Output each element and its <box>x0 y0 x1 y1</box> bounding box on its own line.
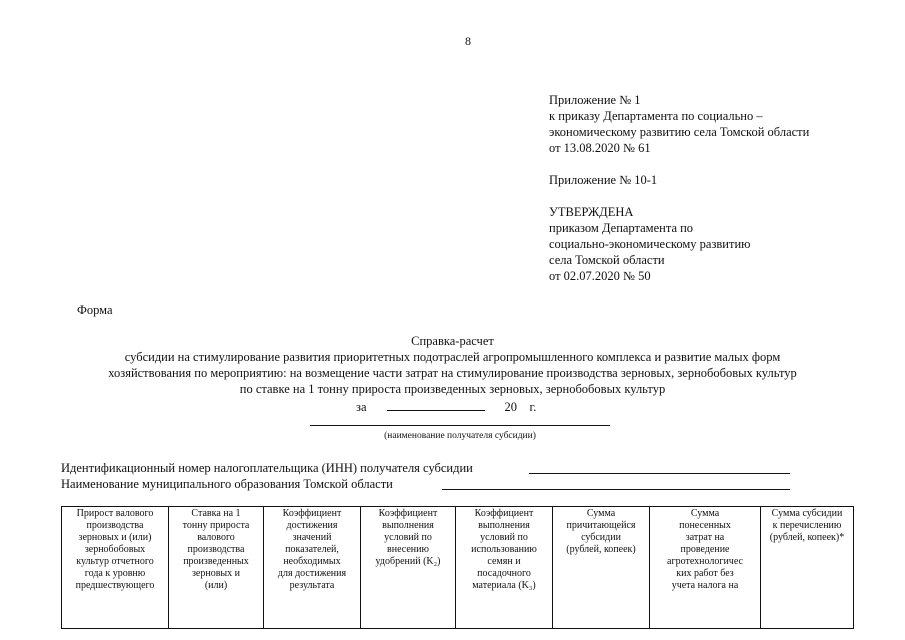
appendix-1-line: Приложение № 1 <box>549 93 641 107</box>
appendix-1-line: к приказу Департамента по социально – <box>549 109 763 123</box>
table-header-cell <box>62 507 169 629</box>
appendix-10-1 <box>549 172 657 188</box>
approved-line: села Томской области <box>549 253 665 267</box>
inn-label: Идентификационный номер налогоплательщика (ИНН) получателя субсидии <box>61 461 473 475</box>
appendix-1-line: от 13.08.2020 № 61 <box>549 141 651 155</box>
table-header-cell <box>169 507 264 629</box>
recipient-name-field[interactable] <box>310 425 610 426</box>
header-text: Ставка на 1 тонну прироста валового производства произведенных зерновых и (или) <box>182 508 250 591</box>
header-text: Сумма понесенных затрат на проведение агротехнологичес ких работ без учета налога на <box>667 508 743 591</box>
table-header-cell <box>761 507 854 629</box>
header-text: Коэффициент достижения значений показателей, необходимых для достижения результата <box>277 508 347 591</box>
approved-block <box>549 204 750 284</box>
document-subtitle-line: хозяйствования по мероприятию: на возмещение части затрат на стимулирование производства зерновых, зернобобовых культур <box>108 366 797 380</box>
document-subtitle-line: субсидии на стимулирование развития приоритетных подотраслей агропромышленного комплекса и развитие малых форм <box>124 350 781 364</box>
table-header-cell <box>650 507 761 629</box>
document-subtitle-line: по ставке на 1 тонну прироста произведенных зерновых, зернобобовых культур <box>239 382 666 396</box>
inn-field[interactable] <box>529 473 790 474</box>
municipality-field[interactable] <box>442 489 790 490</box>
table-header-cell <box>361 507 456 629</box>
period-year: 20 <box>504 400 517 414</box>
approved-line: от 02.07.2020 № 50 <box>549 269 651 283</box>
period-suffix: г. <box>529 400 537 414</box>
approved-line: социально-экономическому развитию <box>549 237 751 251</box>
table-header-cell <box>553 507 650 629</box>
table-header-cell <box>264 507 361 629</box>
period-prefix: за <box>356 400 367 414</box>
period-line <box>356 399 536 415</box>
header-text: Сумма субсидии к перечислению (рублей, копеек)* <box>769 508 845 543</box>
period-blank-field[interactable] <box>387 399 485 411</box>
appendix-1-line: экономическому развитию села Томской области <box>549 125 810 139</box>
calculation-table <box>61 506 854 629</box>
recipient-caption: (наименование получателя субсидии) <box>384 431 536 441</box>
municipality-label: Наименование муниципального образования Томской области <box>61 477 393 491</box>
table-header-cell <box>456 507 553 629</box>
approved-line: приказом Департамента по <box>549 221 694 235</box>
header-text: Прирост валового производства зерновых и (или) зернобобовых культур отчетного года к уровню предшествующего <box>75 508 155 591</box>
header-text: Коэффициент выполнения условий по использованию семян и посадочного материала (K₃) <box>471 508 537 591</box>
table-header-row <box>62 507 854 629</box>
document-title: Справка-расчет <box>411 334 494 348</box>
appendix-10-1-line: Приложение № 10-1 <box>549 173 658 187</box>
form-label: Форма <box>77 303 113 317</box>
page-number: 8 <box>465 34 471 48</box>
header-text: Коэффициент выполнения условий по внесению удобрений (K₂) <box>375 508 441 567</box>
appendix-1-block <box>549 92 809 156</box>
header-text: Сумма причитающейся субсидии (рублей, копеек) <box>566 508 636 555</box>
approved-title: УТВЕРЖДЕНА <box>549 205 634 219</box>
